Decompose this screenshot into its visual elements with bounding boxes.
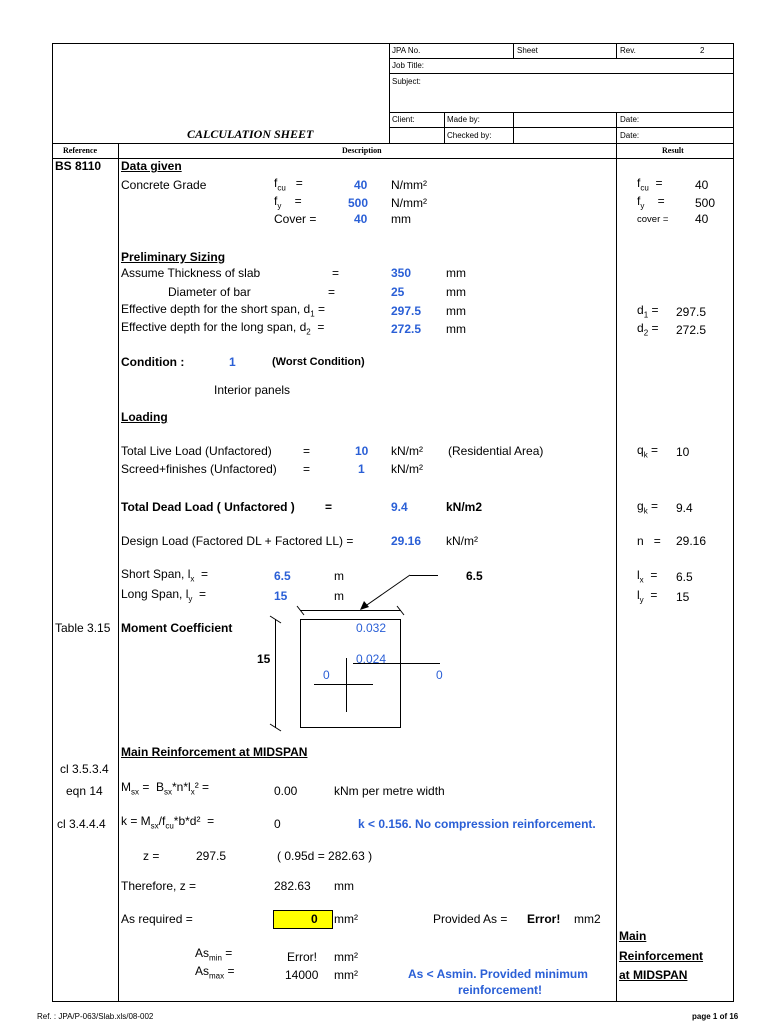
- dimension-top: 6.5: [466, 569, 483, 583]
- dead-load-unit: kN/m2: [446, 500, 483, 514]
- long-span-value: 15: [274, 589, 288, 603]
- reference-cl-3-5-3-4: cl 3.5.3.4: [60, 762, 109, 776]
- condition-label: Condition :: [121, 355, 185, 369]
- k-note: k < 0.156. No compression reinforcement.: [358, 817, 596, 831]
- fy-unit: N/mm²: [391, 196, 427, 210]
- long-span-unit: m: [334, 589, 344, 603]
- panel-type: Interior panels: [214, 383, 291, 397]
- jpa-no-label: JPA No.: [392, 46, 421, 55]
- msx-unit: kNm per metre width: [334, 784, 445, 798]
- screed-unit: kN/m²: [391, 462, 423, 476]
- asmax-value: 14000: [285, 968, 319, 982]
- checked-by-label: Checked by:: [447, 131, 492, 140]
- fy-value: 500: [348, 196, 369, 210]
- moment-coefficient-label: Moment Coefficient: [121, 621, 233, 635]
- cover-value: 40: [354, 212, 368, 226]
- as-required-box: [273, 910, 333, 929]
- equals: =: [325, 500, 333, 514]
- cover-label: Cover =: [274, 212, 317, 226]
- rev-value: 2: [700, 46, 705, 55]
- job-title-label: Job Title:: [392, 61, 425, 70]
- as-note-line-1: As < Asmin. Provided minimum: [408, 967, 588, 981]
- live-load-value: 10: [355, 444, 369, 458]
- d2-value: 272.5: [391, 322, 422, 336]
- slab-outline: [301, 620, 401, 728]
- thickness-unit: mm: [446, 266, 466, 280]
- d1-unit: mm: [446, 304, 466, 318]
- description-column-header: Description: [342, 146, 382, 155]
- result-lx-label: $l_x$ =: [637, 568, 658, 585]
- rev-label: Rev.: [620, 46, 636, 55]
- therefore-z-value: 282.63: [274, 879, 311, 893]
- fy-label: $f_y$ =: [274, 194, 302, 211]
- result-gk: 9.4: [676, 501, 693, 515]
- arrow-head: [360, 601, 369, 610]
- short-span-label: Short Span, $l_x$ =: [121, 567, 209, 584]
- footer-reference: Ref. : JPA/P-063/Slab.xls/08-002: [37, 1012, 154, 1021]
- result-d2: 272.5: [676, 323, 707, 337]
- msx-value: 0.00: [274, 784, 298, 798]
- result-gk-label: $g_k$ =: [637, 499, 659, 516]
- dead-load-label: Total Dead Load ( Unfactored ): [121, 500, 295, 514]
- design-load-unit: kN/m²: [446, 534, 478, 548]
- result-fcu-label: $f_{cu}$ =: [637, 176, 663, 193]
- result-main-line-3: at MIDSPAN: [619, 968, 688, 982]
- result-fy-label: $f_y$ =: [637, 194, 665, 211]
- screed-value: 1: [358, 462, 365, 476]
- made-by-label: Made by:: [447, 115, 480, 124]
- result-ly: 15: [676, 590, 690, 604]
- bar-unit: mm: [446, 285, 466, 299]
- reference-eqn-14: eqn 14: [66, 784, 103, 798]
- coefficient-left: 0: [323, 668, 330, 682]
- coefficient-right: 0: [436, 668, 443, 682]
- thickness-value: 350: [391, 266, 412, 280]
- long-span-label: Long Span, $l_y$ =: [121, 587, 207, 604]
- condition-value: 1: [229, 355, 236, 369]
- result-main-line-1: Main: [619, 929, 647, 943]
- date-label: Date:: [620, 131, 640, 140]
- as-note-line-2: reinforcement!: [458, 983, 543, 997]
- equals: =: [303, 444, 311, 458]
- main-reinforcement-heading: Main Reinforcement at MIDSPAN: [121, 745, 308, 759]
- reference-bs8110: BS 8110: [55, 159, 102, 173]
- provided-as-value: Error!: [527, 912, 561, 926]
- asmax-label: $As_{max}$ =: [195, 964, 235, 981]
- result-ly-label: $l_y$ =: [637, 588, 658, 605]
- design-load-value: 29.16: [391, 534, 422, 548]
- asmin-unit: mm²: [334, 950, 358, 964]
- as-required-value: 0: [311, 912, 318, 926]
- date-label: Date:: [620, 115, 640, 124]
- coefficient-top: 0.032: [356, 621, 387, 635]
- result-qk: 10: [676, 445, 690, 459]
- live-load-unit: kN/m²: [391, 444, 423, 458]
- design-load-label: Design Load (Factored DL + Factored LL) =: [121, 534, 354, 548]
- k-formula: $k = M_{sx}/f_{cu}*b*d^2$ =: [121, 814, 215, 831]
- condition-note: (Worst Condition): [272, 356, 365, 368]
- live-load-note: (Residential Area): [448, 444, 544, 458]
- reference-table-3-15: Table 3.15: [55, 621, 111, 635]
- fcu-value: 40: [354, 178, 368, 192]
- result-n: 29.16: [676, 534, 707, 548]
- result-n-label: n =: [637, 534, 661, 548]
- result-fcu: 40: [695, 178, 709, 192]
- provided-as-label: Provided As =: [433, 912, 508, 926]
- d1-value: 297.5: [391, 304, 422, 318]
- asmin-value: Error!: [287, 950, 317, 964]
- equals: =: [332, 266, 340, 280]
- sheet-label: Sheet: [517, 46, 538, 55]
- z-label: z =: [143, 849, 160, 863]
- loading-heading: Loading: [121, 410, 168, 424]
- result-d2-label: $d_2$ =: [637, 321, 659, 338]
- d1-label: Effective depth for the short span, $d_1$ =: [121, 302, 326, 319]
- k-value: 0: [274, 817, 281, 831]
- result-lx: 6.5: [676, 570, 693, 584]
- result-main-line-2: Reinforcement: [619, 949, 704, 963]
- fcu-unit: N/mm²: [391, 178, 427, 192]
- result-cover-label: cover =: [637, 214, 669, 225]
- as-required-unit: mm²: [334, 912, 358, 926]
- result-qk-label: $q_k$ =: [637, 443, 659, 460]
- data-given-heading: Data given: [121, 159, 182, 173]
- result-fy: 500: [695, 196, 716, 210]
- page-number: page 1 of 16: [692, 1012, 739, 1021]
- dimension-left: 15: [257, 652, 271, 666]
- live-load-label: Total Live Load (Unfactored): [121, 444, 272, 458]
- reference-column-header: Reference: [63, 146, 98, 155]
- z-check: ( 0.95d = 282.63 ): [277, 849, 373, 863]
- result-cover: 40: [695, 212, 709, 226]
- reference-cl-3-4-4-4: cl 3.4.4.4: [57, 817, 106, 831]
- result-d1: 297.5: [676, 305, 707, 319]
- concrete-grade-label: Concrete Grade: [121, 178, 207, 192]
- d2-unit: mm: [446, 322, 466, 336]
- result-column-header: Result: [662, 146, 684, 155]
- equals: =: [328, 285, 336, 299]
- as-required-label: As required =: [121, 912, 193, 926]
- prelim-heading: Preliminary Sizing: [121, 250, 226, 264]
- screed-label: Screed+finishes (Unfactored): [121, 462, 277, 476]
- z-value: 297.5: [196, 849, 227, 863]
- short-span-unit: m: [334, 569, 344, 583]
- d2-label: Effective depth for the long span, $d_2$ =: [121, 320, 325, 337]
- cover-unit: mm: [391, 212, 411, 226]
- thickness-label: Assume Thickness of slab: [121, 266, 261, 280]
- short-span-value: 6.5: [274, 569, 291, 583]
- therefore-z-unit: mm: [334, 879, 354, 893]
- bar-value: 25: [391, 285, 405, 299]
- therefore-z-label: Therefore, z =: [121, 879, 197, 893]
- fcu-label: $f_{cu}$ =: [274, 176, 303, 193]
- asmax-unit: mm²: [334, 968, 358, 982]
- page-title: CALCULATION SHEET: [187, 127, 314, 141]
- subject-label: Subject:: [392, 77, 421, 86]
- asmin-label: $As_{min}$ =: [195, 946, 233, 963]
- equals: =: [303, 462, 311, 476]
- result-d1-label: $d_1$ =: [637, 303, 659, 320]
- arrow-line: [364, 575, 410, 607]
- dead-load-value: 9.4: [391, 500, 408, 514]
- msx-formula: $M_{sx} = B_{sx}*n*l_x^2$ =: [121, 780, 210, 797]
- provided-as-unit: mm2: [574, 912, 601, 926]
- client-label: Client:: [392, 115, 415, 124]
- coefficient-mid: 0.024: [356, 652, 387, 666]
- bar-label: Diameter of bar: [168, 285, 251, 299]
